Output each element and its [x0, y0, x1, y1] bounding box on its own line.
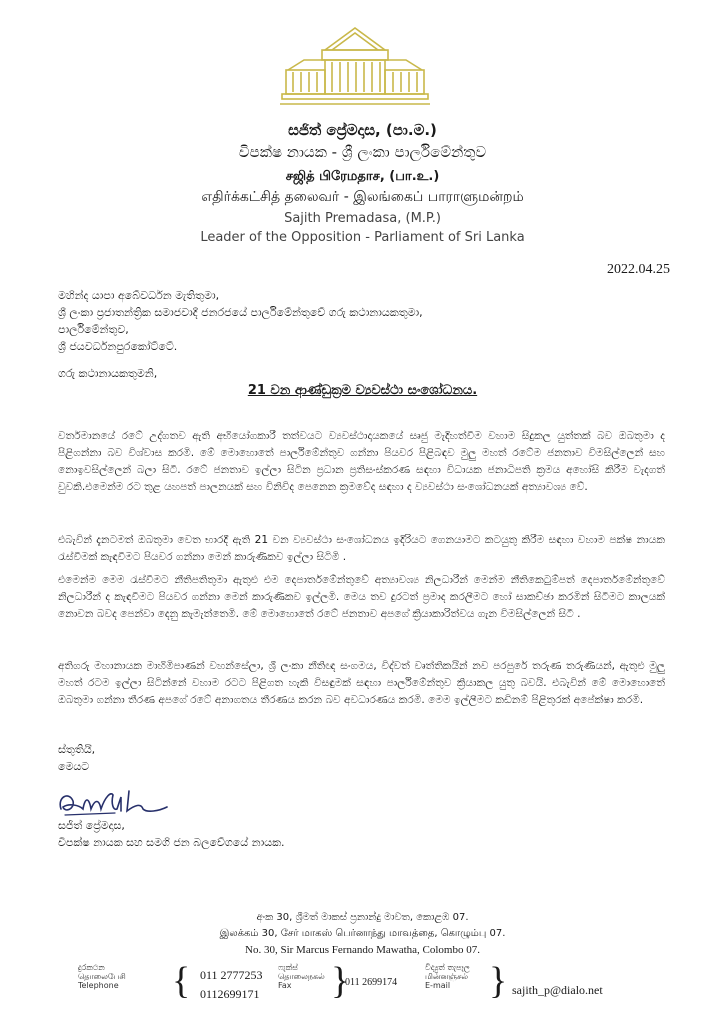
footer-address-sinhala: අංක 30, ශ්‍රීමත් මාකස් ප්‍රනාන්දු මාවත, කොළඹ 07. [256, 912, 469, 923]
telephone-number: 011 2777253 [200, 968, 263, 982]
recipient-line: මහින්ද යාපා අබේවර්ධන මැතිතුමා, [58, 289, 220, 302]
sender-name-tamil: சஜித் பிரேமதாச, (பா.உ.) [285, 169, 440, 184]
footer-address-english: No. 30, Sir Marcus Fernando Mawatha, Colombo 07. [245, 944, 480, 956]
sender-name-sinhala: සජිත් ප්‍රේමදාස, (පා.ම.) [288, 121, 437, 139]
brace-left-icon: { [172, 960, 191, 1002]
fax-number: 011 2699174 [345, 977, 398, 988]
email-label: විද්‍යුත් තැපෑල மின்னஞ்சல் E-mail [425, 963, 470, 990]
telephone-label: දුරකථන தொலைபேசி Telephone [78, 963, 126, 990]
email-address: sajith_p@dialo.net [512, 983, 603, 997]
recipient-address [58, 287, 423, 355]
telephone-number: 0112699171 [200, 987, 260, 1001]
signer-title: විපක්ෂ නායක සහ සමගි ජන බලවේගයේ නායක. [58, 836, 285, 849]
salutation: ගරු කථානායකතුමනි, [58, 367, 158, 380]
body-paragraph: අතිගරු මහානායක මාහිමිපාණන් වහන්සේලා, ශ්‍රී ලංකා නීතිඥ සංගමය, විද්වත් වෘත්තිකයින් නව පරපුරේ තරුණ තරුණියන්, ඇතුළු මුලු මහත් රටම ඉල්ලා සිටින්නේ වහාම රටට පිළිගත හැකි විසඳුමක් සඳහා පාර්ලිමේන්තුව ක්‍රියාකල යුතු බවයි. එබැවින් මේ මොහොතේ ඔබතුමා ගන්නා තීරණ අපගේ රටේ අනාගතය තීරණය කරන බව අවධාරණය කරමි. මෙම ඉල්ලීමට කඩිනම් පිළිතුරක් අපේක්ෂා කරමි. [58, 660, 665, 706]
recipient-line: ශ්‍රී ලංකා ප්‍රජාතන්ත්‍රික සමාජවාදී ජනරජයේ පාර්ලිමේන්තුවේ ගරු කථානායකතුමා, [58, 306, 423, 319]
closing-yours: මෙයට [58, 760, 90, 773]
sender-title-sinhala: විපක්ෂ නායක - ශ්‍රී ලංකා පාර්ලිමේන්තුව [238, 143, 487, 161]
signer-name: සජිත් ප්‍රේමදාස, [58, 819, 125, 832]
body-paragraph: වර්තමානයේ රටේ උද්ගතව ඇති අභියෝගකාරී තත්වයට ව්‍යවස්ථාදායකයේ සෘජු මැදිහත්වීම වහාම සිදුකල යුත්තක් බව ඔබතුමා ද පිළිගන්නා බව විශ්වාස කරමි. මේ මොහොතේ පාර්ලිමේන්තුව ගන්නා පියවර පිළිබඳව මුලු මහත් රටේම ජනතාව විමසිල්ලෙන් සහ නොඉවසිල්ලෙන් බලා සිටී. රටේ ජනතාව ඉල්ලා සිටින ප්‍රධාන ප්‍රතිසංස්කරණ සඳහා විධායක ජනාධිපති ක්‍රමය අහෝසි කිරීම වැදගත් වුවකි.එමෙන්ම රට තුළ යහපත් පාලනයක් සහ විනිවිද පෙනෙන ක්‍රමවේද සඳහා ද ව්‍යවස්ථා සංශෝධනයක් අත්‍යාවශ්‍ය වේ. [58, 430, 665, 493]
body-paragraph: එමෙන්ම මෙම රැස්වීමට නීතිපතිතුමා ඇතුළු එම දෙපාර්තමේන්තුවේ අත්‍යාවශ්‍ය නිලධාරීන් මෙන්ම නීතිකෙටුම්පත් දෙපාර්තමේන්තුවේ නිලධාරීන් ද කැඳවීමට පියවර ගන්නා මෙන් කාරුණිකව ඉල්ලමි. මෙය තව දුරටත් ප්‍රමාද කරලීමට හෝ සාකච්ඡා කරමින් සිටීමට කාලයක් නොවන බවද පෙන්වා දෙනු කැමැත්තෙමි. මේ මොහොතේ රටේ ජනතාව අපගේ ක්‍රියාකාරිත්වය ගැන විමසිල්ලෙන් සිටී . [58, 574, 665, 620]
sender-name-english: Sajith Premadasa, (M.P.) [284, 211, 441, 226]
sender-title-tamil: எதிர்க்கட்சித் தலைவர் - இலங்கைப் பாராளுமன்றம் [201, 189, 524, 205]
recipient-line: ශ්‍රී ජයවර්ධනපුරකෝට්ටේ. [58, 340, 178, 353]
recipient-line: පාර්ලිමේන්තුව, [58, 323, 129, 336]
closing [58, 741, 95, 775]
closing-thanks: ස්තුතියි, [58, 743, 96, 756]
brace-right-icon: } [331, 960, 350, 1002]
handwritten-signature [55, 783, 180, 819]
signer-block [58, 817, 285, 851]
body-paragraph: එබැවින් දැනටමත් ඔබතුමා වෙත භාරදී ඇති 21 වන ව්‍යවස්ථා සංශෝධනය ඉදිරියට ගෙනයාමට කටයුතු කිරීම සඳහා වහාම පක්ෂ නායක රැස්වීමක් කැඳවීමට පියවර ගන්නා මෙන් කාරුණිකව ඉල්ලා සිටිමි . [58, 534, 665, 563]
brace-right-icon: } [489, 960, 508, 1002]
letter-date: 2022.04.25 [607, 262, 670, 277]
fax-label: ෆැක්ස් தொலைநகல் Fax [278, 963, 325, 990]
footer-address-tamil: இலக்கம் 30, சேர் மாகஸ் பெர்னாந்து மாவத்தை, கொழும்பு 07. [219, 928, 506, 939]
sender-title-english: Leader of the Opposition - Parliament of Sri Lanka [200, 230, 525, 245]
parliament-building-logo [280, 20, 430, 108]
letter-subject: 21 වන ආණ්ඩුක්‍රම ව්‍යවස්ථා සංශෝධනය. [247, 383, 478, 398]
